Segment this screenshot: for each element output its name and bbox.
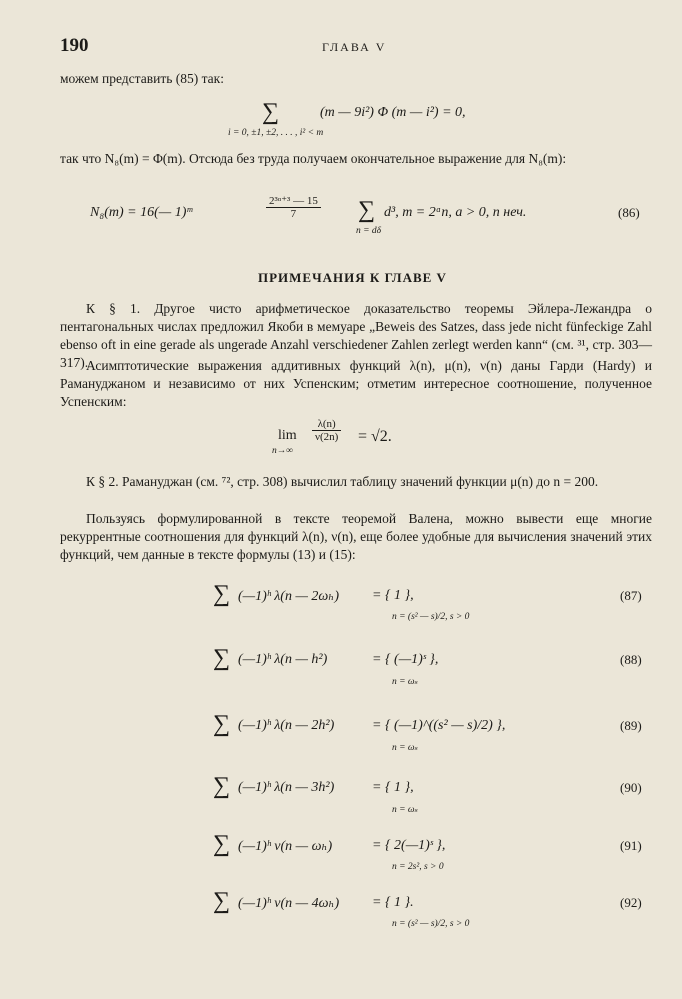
equation-rhs: = { (—1)^((s² — s)/2) },	[372, 718, 506, 733]
limit-word: lim	[278, 428, 297, 443]
equation-lhs: (—1)ʰ λ(n — 2ωₕ)	[238, 589, 340, 604]
limit-frac-num: λ(n)	[312, 418, 341, 431]
equation-lhs: (—1)ʰ ν(n — 4ωₕ)	[238, 896, 340, 911]
sum-sign: ∑	[213, 711, 231, 737]
note-paragraph-1b: Асимптотические выражения аддитивных функций λ(n), μ(n), ν(n) даны Гарди (Hardy) и Рамануджаном и независимо от них Успенским; отметим интересное соотношение, полученное Успенским:	[60, 358, 652, 409]
eq86-frac-den: 7	[290, 208, 297, 220]
sum-expression: (m — 9i²) Φ (m — i²) = 0,	[320, 105, 466, 120]
equation-rhs: = { 1 }.	[372, 895, 414, 910]
equation-subscript: n = ωₛ	[392, 677, 418, 687]
sum-sign: ∑	[213, 831, 231, 857]
intro-line: можем представить (85) так:	[60, 71, 224, 86]
eq86-frac-num: 2³ᵅ⁺³ — 15	[266, 194, 321, 208]
eq86-subscript: n = dδ	[356, 226, 382, 236]
equation-subscript: n = ωₛ	[392, 743, 418, 753]
sum-sign: ∑	[213, 645, 231, 671]
note-paragraph-2: К § 2. Рамануджан (см. ⁷², стр. 308) вычислил таблицу значений функции μ(n) до n = 200.	[86, 474, 599, 489]
sum-subscript: i = 0, ±1, ±2, . . . , i² < m	[228, 128, 324, 138]
sum-sign: ∑	[213, 773, 231, 799]
equation-number: (91)	[620, 838, 642, 853]
equation-rhs: = { (—1)ˢ },	[372, 652, 439, 667]
equation-subscript: n = ωₛ	[392, 805, 418, 815]
equation-rhs: = { 1 },	[372, 588, 414, 603]
running-title: ГЛАВА V	[322, 40, 387, 54]
equation-rhs: = { 2(—1)ˢ },	[372, 838, 446, 853]
eq86-fraction	[266, 194, 321, 220]
sum-sign: ∑	[213, 888, 231, 914]
equation-number: (86)	[618, 205, 640, 220]
eq86-lhs: N₈(m) = 16(— 1)ᵐ	[90, 205, 193, 220]
limit-frac-den: ν(2n)	[315, 431, 339, 443]
equation-rhs: = { 1 },	[372, 780, 414, 795]
equation-lhs: (—1)ʰ λ(n — h²)	[238, 652, 328, 667]
equation-lhs: (—1)ʰ ν(n — ωₕ)	[238, 839, 333, 854]
note-paragraph-1: К § 1. Другое чисто арифметическое доказательство теоремы Эйлера-Лежандра о пентагональных числах предложил Якоби в мемуаре „Beweis des Satzes, dass jede nicht fünfeckige Zahl ebenso oft in eine gerade als ungerade Anzahl verschiedener Zahlen zerlegt werden kann“ (см. ³¹, стр. 303—317).	[60, 301, 652, 370]
eq86-sum-expression: d³, m = 2ᵅn, a > 0, n неч.	[384, 205, 527, 220]
equation-number: (87)	[620, 588, 642, 603]
sum-sign: ∑	[262, 99, 280, 125]
page-number: 190	[60, 35, 89, 56]
equation-lhs: (—1)ʰ λ(n — 3h²)	[238, 780, 335, 795]
paragraph-1: так что N₈(m) = Φ(m). Отсюда без труда получаем окончательное выражение для N₈(m):	[60, 151, 567, 166]
sum-sign: ∑	[213, 581, 231, 607]
limit-fraction	[312, 418, 341, 443]
limit-subscript: n→∞	[272, 446, 294, 456]
notes-heading: ПРИМЕЧАНИЯ К ГЛАВЕ V	[258, 270, 447, 285]
limit-rhs: = √2.	[358, 428, 392, 445]
equation-number: (88)	[620, 652, 642, 667]
sum-sign: ∑	[358, 197, 376, 223]
equation-subscript: n = 2s², s > 0	[392, 862, 444, 872]
equation-number: (92)	[620, 895, 642, 910]
equation-number: (89)	[620, 718, 642, 733]
note-paragraph-2b: Пользуясь формулированной в тексте теоремой Валена, можно вывести еще многие рекуррентные соотношения для функций λ(n), ν(n), еще более удобные для вычисления значений этих функций, чем данные в тексте формулы (13) и (15):	[60, 511, 652, 562]
equation-lhs: (—1)ʰ λ(n — 2h²)	[238, 718, 335, 733]
equation-subscript: n = (s² — s)/2, s > 0	[392, 919, 470, 929]
equation-number: (90)	[620, 780, 642, 795]
equation-subscript: n = (s² — s)/2, s > 0	[392, 612, 470, 622]
